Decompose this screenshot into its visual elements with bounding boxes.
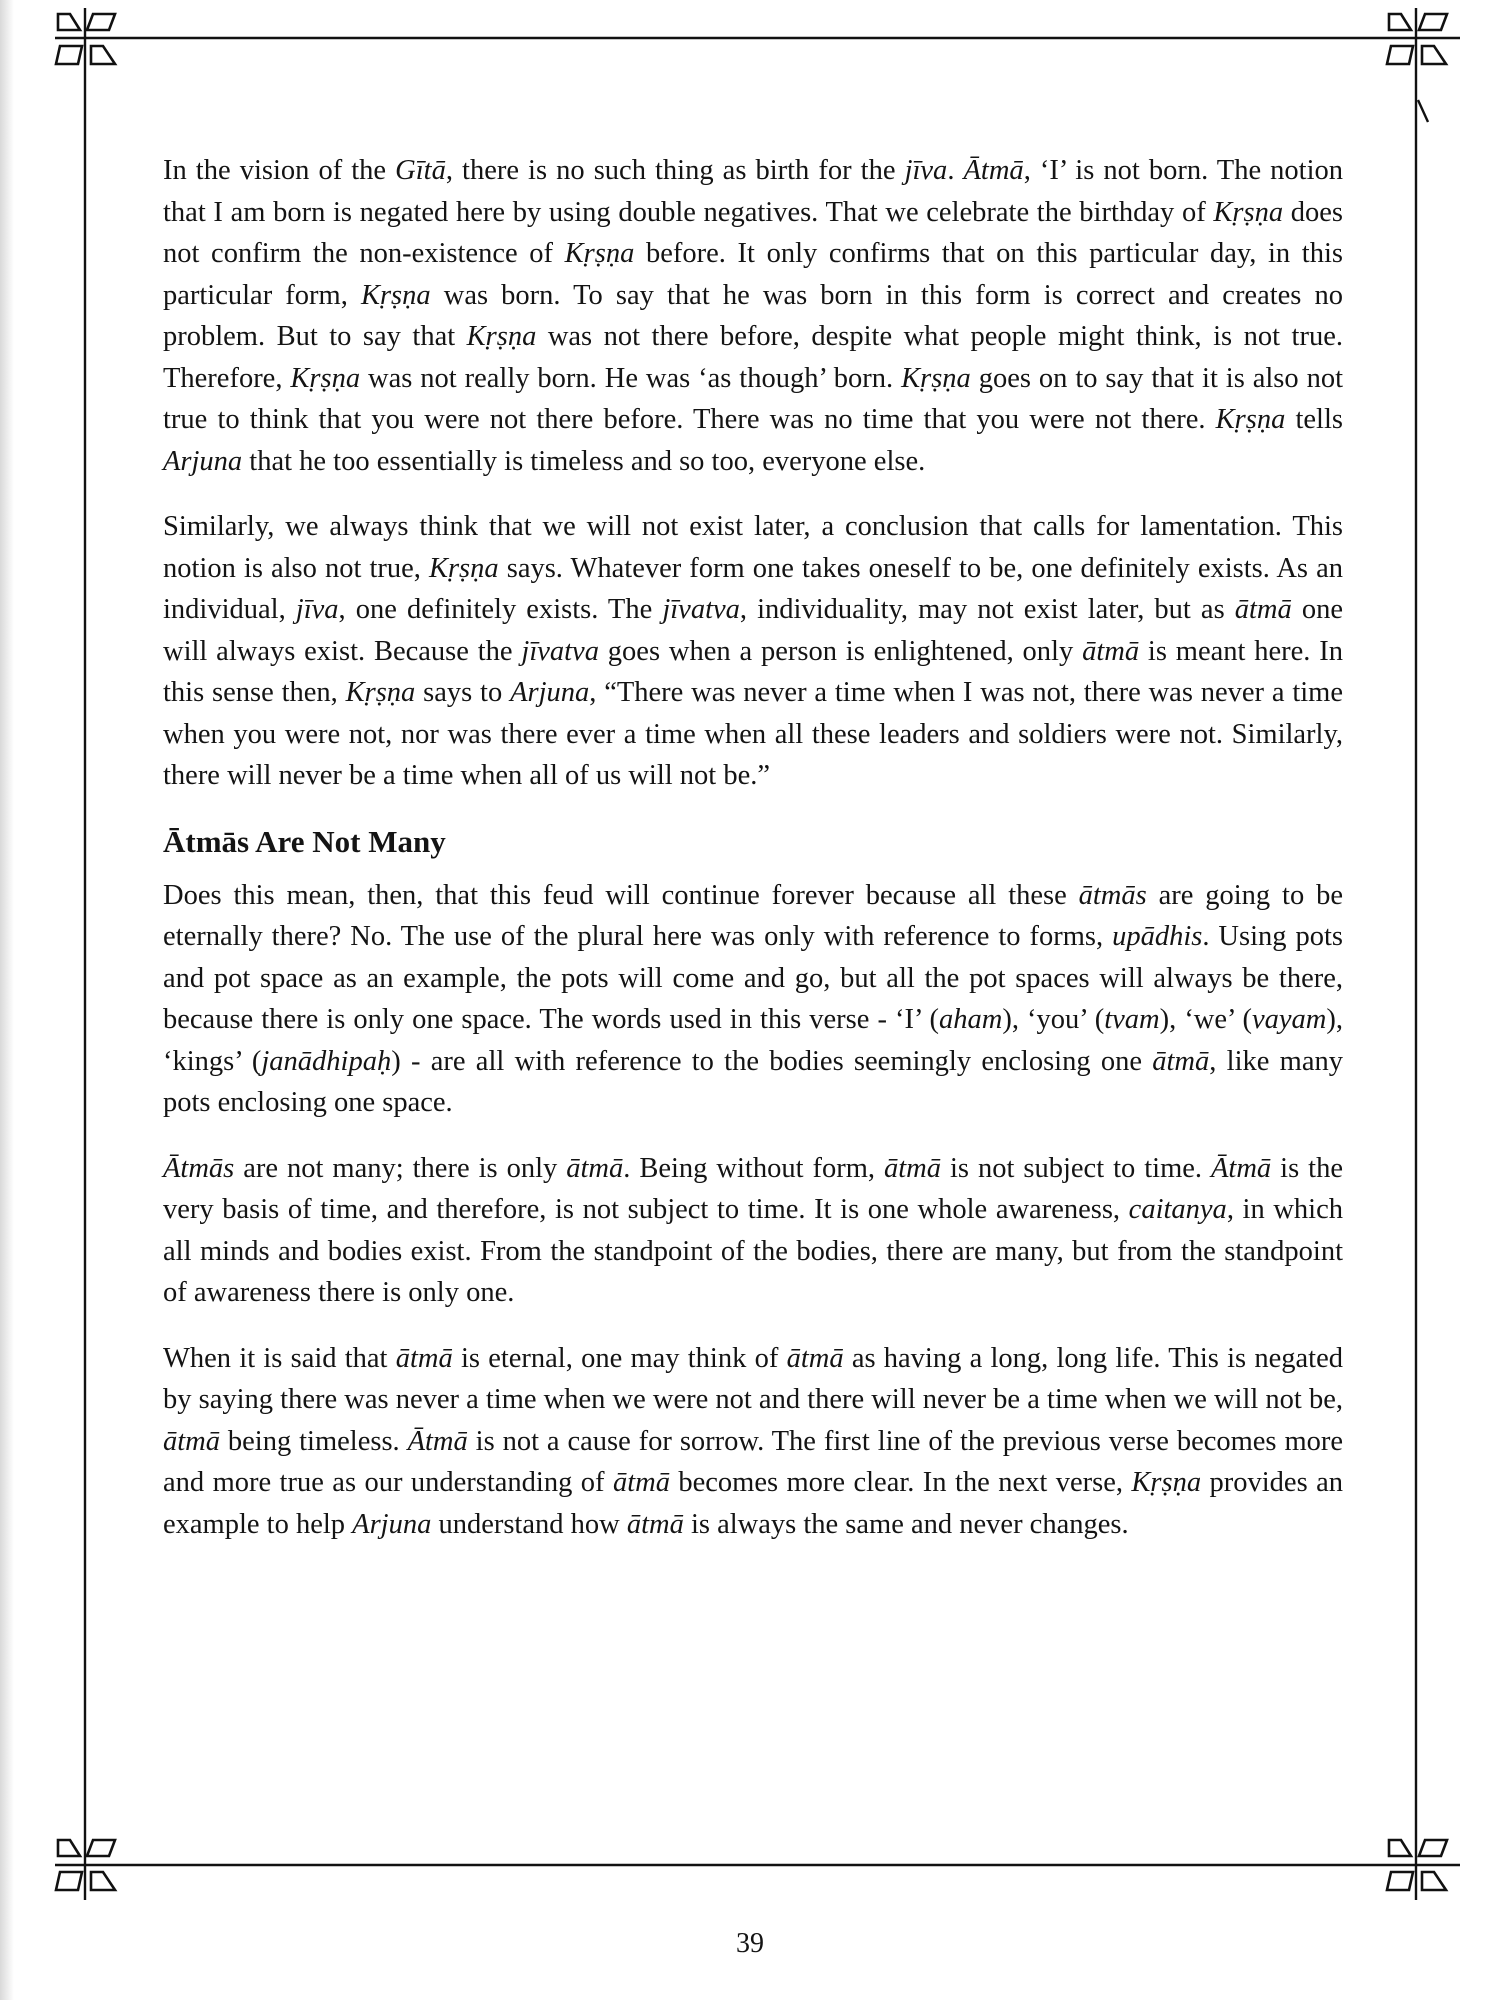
italic-term: janādhipaḥ [261, 1045, 392, 1077]
italic-term: jīva [904, 155, 948, 186]
text-run: understand how [431, 1508, 627, 1540]
text-run: In the vision of the [163, 155, 396, 186]
italic-term: jīvatva [662, 594, 740, 625]
text-run: are not many; there is only [234, 1152, 567, 1184]
page-body [163, 150, 1343, 1569]
section-heading: Ātmās Are Not Many [163, 823, 446, 859]
italic-term: Kṛṣṇa [466, 321, 537, 352]
text-run: becomes more clear. In the next verse, [669, 1467, 1132, 1498]
text-run: , one definitely exists. The [338, 594, 663, 625]
text-run: goes when a person is enlightened, only [598, 635, 1083, 667]
italic-term: ātmā [395, 1342, 453, 1374]
italic-term: Arjuna [510, 677, 590, 708]
text-run: is meant here. In this sense then, [163, 635, 1343, 708]
italic-term: tvam [1104, 1004, 1160, 1035]
italic-term: aham [938, 1004, 1003, 1035]
page-number: 39 [736, 1928, 764, 1959]
text-run: ), ‘we’ ( [1159, 1004, 1252, 1035]
text-run: provides an example to help [163, 1467, 1343, 1540]
text-run: was not really born. He was ‘as though’ born. [360, 362, 902, 394]
italic-term: Gītā [395, 155, 446, 186]
paragraph [163, 1338, 1343, 1546]
italic-term: Kṛṣṇa [564, 238, 635, 269]
italic-term: Arjuna [163, 445, 243, 477]
text-run: is not subject to time. [941, 1152, 1212, 1184]
text-run: ), ‘you’ ( [1002, 1004, 1105, 1035]
text-run: . Being without form, [623, 1152, 884, 1184]
text-run: is eternal, one may think of [452, 1342, 787, 1374]
italic-term: Kṛṣṇa [345, 677, 416, 708]
paragraph [163, 1148, 1343, 1314]
text-run: are going to be eternally there? No. The use of the plural here was only with reference to forms, [163, 879, 1343, 952]
text-run: says to [415, 677, 511, 708]
italic-term: ātmā [163, 1425, 220, 1457]
italic-term: Ātmā [407, 1425, 468, 1457]
italic-term: caitanya [1128, 1194, 1227, 1225]
text-run: was born. To say that he was born in this form is correct and creates no problem. But to say that [163, 279, 1343, 352]
italic-term: ātmā [612, 1467, 670, 1498]
text-run: , in which all minds and bodies exist. From the standpoint of the bodies, there are many, but from the standpoint of awareness there is only one. [163, 1194, 1343, 1308]
text-run: , “There was never a time when I was not, there was never a time when you were not, nor was there ever a time when all these leaders and soldiers were not. Similarly, there will never be a time when all of us will not be.” [163, 677, 1343, 791]
text-run: that he too essentially is timeless and so too, everyone else. [242, 445, 926, 477]
italic-term: Kṛṣṇa [1131, 1467, 1202, 1498]
italic-term: Ātmā [963, 155, 1024, 186]
text-run: , ‘I’ is not born. The notion that I am born is negated here by using double negatives. That we celebrate the birthday of [163, 155, 1344, 228]
text-run: , like many pots enclosing one space. [163, 1045, 1343, 1118]
text-run: , individuality, may not exist later, but as [739, 594, 1235, 625]
text-run: When it is said that [163, 1342, 396, 1374]
text-run: is always the same and never changes. [683, 1508, 1129, 1540]
paragraph [163, 150, 1343, 482]
paragraph [163, 506, 1343, 797]
italic-term: Kṛṣṇa [290, 362, 361, 394]
text-run: Similarly, we always think that we will not exist later, a conclusion that calls for lamentation. This notion is also not true, [163, 511, 1343, 584]
text-run: ), ‘kings’ ( [163, 1004, 1343, 1077]
italic-term: Kṛṣṇa [901, 362, 971, 394]
text-run: as having a long, long life. This is negated by saying there was never a time when we were not and there will never be a time when we will not be, [163, 1342, 1343, 1415]
italic-term: ātmā [884, 1152, 941, 1184]
italic-term: ātmā [1152, 1045, 1210, 1077]
text-run: , there is no such thing as birth for the [445, 155, 905, 186]
italic-term: Arjuna [352, 1508, 432, 1540]
italic-term: Kṛṣṇa [360, 279, 431, 311]
text-run: Does this mean, then, that this feud will continue forever because all these [163, 879, 1079, 911]
text-run: is the very basis of time, and therefore, is not subject to time. It is one whole awareness, [163, 1152, 1343, 1225]
italic-term: Ātmā [1211, 1152, 1272, 1184]
italic-term: ātmā [1234, 594, 1292, 625]
paragraph [163, 875, 1343, 1124]
text-run: was not there before, despite what people might think, is not true. Therefore, [163, 321, 1343, 394]
italic-term: vayam [1251, 1004, 1327, 1035]
italic-term: Kṛṣṇa [1215, 404, 1286, 435]
text-run: before. It only confirms that on this particular day, in this particular form, [163, 238, 1343, 311]
text-run: is not a cause for sorrow. The first line of the previous verse becomes more and more true as our understanding of [163, 1425, 1343, 1498]
italic-term: Kṛṣṇa [1213, 196, 1284, 228]
italic-term: ātmā [1082, 635, 1140, 667]
text-run: ) - are all with reference to the bodies seemingly enclosing one [391, 1045, 1153, 1077]
italic-term: jīva [295, 594, 339, 625]
italic-term: ātmā [626, 1508, 684, 1540]
text-run: being timeless. [220, 1425, 408, 1457]
italic-term: upādhis [1112, 921, 1203, 952]
text-run: tells [1285, 404, 1343, 435]
text-run: one will always exist. Because the [163, 594, 1344, 667]
text-run: . [947, 155, 964, 186]
italic-term: Kṛṣṇa [428, 552, 499, 584]
italic-term: Ātmās [163, 1152, 235, 1184]
italic-term: jīvatva [521, 635, 599, 667]
text-run: does not confirm the non-existence of [163, 196, 1343, 269]
italic-term: ātmās [1078, 879, 1147, 911]
italic-term: ātmā [566, 1152, 624, 1184]
text-run: . Using pots and pot space as an example, the pots will come and go, but all the pot spaces will always be there, because there is only one space. The words used in this verse - ‘I’ ( [163, 921, 1343, 1035]
text-run: says. Whatever form one takes oneself to be, one definitely exists. As an individual, [163, 552, 1343, 625]
italic-term: ātmā [786, 1342, 844, 1374]
text-run: goes on to say that it is also not true to think that you were not there before. There was no time that you were not there. [163, 362, 1343, 435]
